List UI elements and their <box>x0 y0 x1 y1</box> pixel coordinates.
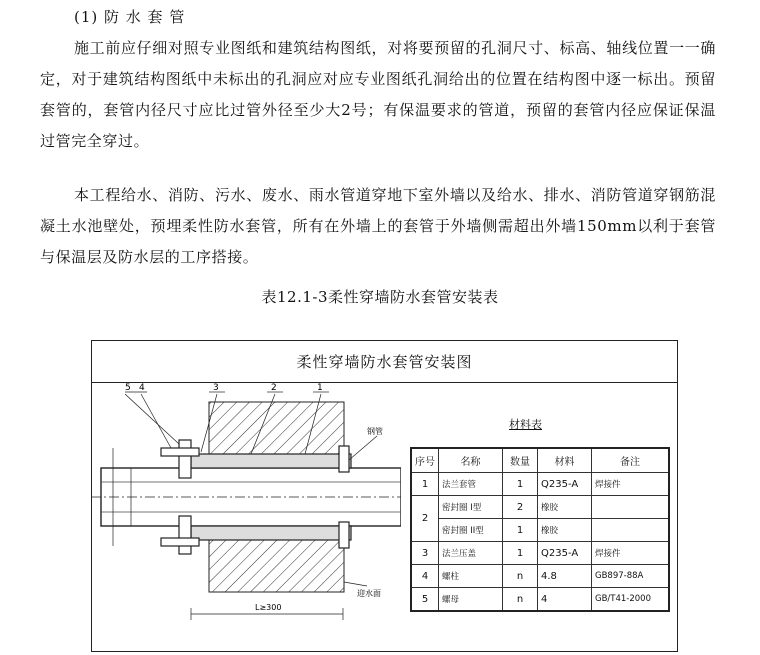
table-row <box>411 565 669 588</box>
dimension-L: L≥300 <box>255 603 282 612</box>
cell-qty: 1 <box>503 542 538 565</box>
material-table-title: 材料表 <box>509 418 542 431</box>
cell-remark: GB897-88A <box>592 565 670 588</box>
cell-no: 4 <box>411 565 439 588</box>
section-heading: (1) 防 水 套 管 <box>74 8 186 26</box>
callout-3: 3 <box>213 383 219 393</box>
flange-right-bottom <box>339 522 349 548</box>
cell-no: 5 <box>411 588 439 612</box>
table-row <box>411 519 669 542</box>
table-caption: 表12.1-3柔性穿墙防水套管安装表 <box>261 288 499 306</box>
header-qty: 数量 <box>503 448 538 473</box>
cell-no: 2 <box>411 496 439 542</box>
figure-title: 柔性穿墙防水套管安装图 <box>92 341 677 383</box>
cell-material: Q235-A <box>538 542 592 565</box>
header-name: 名称 <box>439 448 503 473</box>
cell-remark: 焊接件 <box>592 473 670 496</box>
bolt-bottom <box>161 538 199 546</box>
cell-material: 4.8 <box>538 565 592 588</box>
callout-5: 5 <box>125 383 131 393</box>
material-table <box>410 447 670 612</box>
paragraph-project-scope: 本工程给水、消防、污水、废水、雨水管道穿地下室外墙以及给水、排水、消防管道穿钢筋混凝土水池壁处，预埋柔性防水套管，所有在外墙上的套管于外墙侧需超出外墙150mm以利于套管与保温层及防水层的工序搭接。 <box>40 186 716 266</box>
wall-lower <box>209 540 344 592</box>
sleeve-lower <box>191 526 351 540</box>
flange-left-bottom <box>179 516 191 554</box>
cell-remark <box>592 496 670 519</box>
cell-name: 密封圈 I型 <box>439 496 503 519</box>
cell-remark <box>592 519 670 542</box>
wall-upper <box>209 402 344 454</box>
sleeve-section-drawing <box>91 382 401 652</box>
cell-material: 4 <box>538 588 592 612</box>
header-no: 序号 <box>411 448 439 473</box>
table-row <box>411 588 669 612</box>
cell-no: 1 <box>411 473 439 496</box>
cell-name: 密封圈 II型 <box>439 519 503 542</box>
cell-name: 法兰套管 <box>439 473 503 496</box>
cell-qty: 1 <box>503 519 538 542</box>
callout-4: 4 <box>139 383 145 393</box>
cell-name: 法兰压盖 <box>439 542 503 565</box>
cell-no: 3 <box>411 542 439 565</box>
cell-remark: GB/T41-2000 <box>592 588 670 612</box>
table-row <box>411 496 669 519</box>
sleeve-upper <box>191 454 351 468</box>
header-material: 材料 <box>538 448 592 473</box>
flange-left-top <box>179 440 191 478</box>
cell-qty: 2 <box>503 496 538 519</box>
wall-mark-label: 迎水面 <box>357 589 381 598</box>
bolt-top <box>161 448 199 456</box>
cell-qty: n <box>503 565 538 588</box>
table-row <box>411 542 669 565</box>
callout-1: 1 <box>317 383 323 393</box>
callout-2: 2 <box>271 383 277 393</box>
cell-name: 螺柱 <box>439 565 503 588</box>
cell-material: Q235-A <box>538 473 592 496</box>
material-table-header <box>411 448 669 473</box>
header-remark: 备注 <box>592 448 670 473</box>
cell-qty: 1 <box>503 473 538 496</box>
flange-right-top <box>339 446 349 472</box>
pipe-label: 钢管 <box>367 427 383 436</box>
paragraph-sleeve-preparation: 施工前应仔细对照专业图纸和建筑结构图纸，对将要预留的孔洞尺寸、标高、轴线位置一一确定，对于建筑结构图纸中未标出的孔洞应对应专业图纸孔洞给出的位置在结构图中逐一标出。预留套管的，套管内径尺寸应比过管外径至少大2号；有保温要求的管道，预留的套管内径应保证保温过管完全穿过。 <box>40 39 716 150</box>
cell-name: 螺母 <box>439 588 503 612</box>
cell-material: 橡胶 <box>538 496 592 519</box>
cell-material: 橡胶 <box>538 519 592 542</box>
cell-remark: 焊接件 <box>592 542 670 565</box>
table-row <box>411 473 669 496</box>
cell-qty: n <box>503 588 538 612</box>
